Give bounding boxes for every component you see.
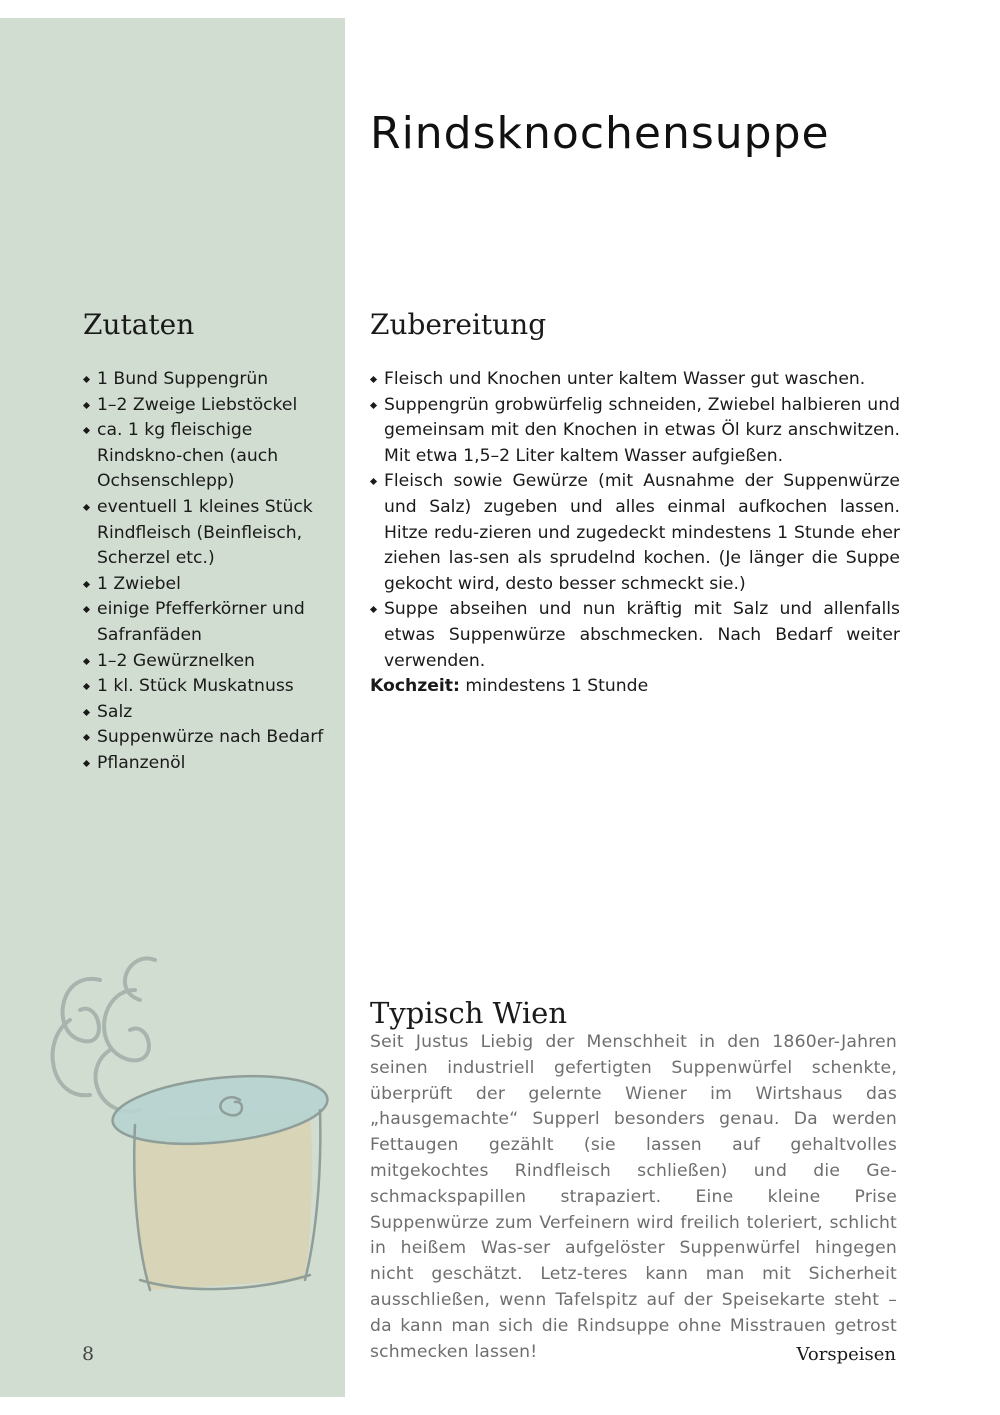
ingredients-heading: Zutaten <box>83 308 195 341</box>
ingredient-item: 1 Zwiebel <box>83 572 333 598</box>
ingredient-item: Suppenwürze nach Bedarf <box>83 725 333 751</box>
ingredient-item: eventuell 1 kleines Stück Rindfleisch (Beinfleisch, Scherzel etc.) <box>83 495 333 572</box>
ingredient-item: Salz <box>83 700 333 726</box>
preparation-steps <box>370 367 900 674</box>
page-number: 8 <box>82 1343 95 1365</box>
cook-time <box>370 674 648 700</box>
preparation-heading: Zubereitung <box>370 308 547 341</box>
soup-pot-illustration <box>40 950 340 1300</box>
preparation-step: Suppe abseihen und nun kräftig mit Salz und allenfalls etwas Suppenwürze abschmecken. Nach Bedarf weiter verwenden. <box>370 597 900 674</box>
preparation-step: Fleisch sowie Gewürze (mit Ausnahme der Suppenwürze und Salz) zugeben und alles einmal aufkochen lassen. Hitze redu-zieren und zugedeckt mindestens 1 Stunde eher ziehen las-sen als sprudelnd kochen. (Je länger die Suppe gekocht wird, desto besser schmeckt sie.) <box>370 469 900 597</box>
typical-text: Seit Justus Liebig der Menschheit in den 1860er-Jahren seinen industriell gefertigten Suppenwürfel schenkte, überprüft der gelernte Wiener im Wirtshaus das „hausgemachte“ Supperl besonders genau. Da werden Fettaugen gezählt (sie lassen auf gehaltvolles mitgekochtes Rindfleisch schließen) und die Ge-schmackspapillen strapaziert. Eine kleine Prise Suppenwürze zum Verfeinern wird freilich toleriert, schlicht in heißem Was-ser aufgelöster Suppenwürfel hingegen nicht geschätzt. Letz-teres kann man mit Sicherheit ausschließen, wenn Tafelspitz auf der Speisekarte steht – da kann man sich die Rindsuppe ohne Misstrauen getrost schmecken lassen! <box>370 1032 897 1362</box>
cook-time-label: Kochzeit: <box>370 676 460 696</box>
ingredient-item: 1–2 Zweige Liebstöckel <box>83 393 333 419</box>
cook-time-value: mindestens 1 Stunde <box>465 676 649 696</box>
ingredient-item: 1 kl. Stück Muskatnuss <box>83 674 333 700</box>
preparation-step: Fleisch und Knochen unter kaltem Wasser gut waschen. <box>370 367 900 393</box>
ingredient-item: 1–2 Gewürznelken <box>83 649 333 675</box>
preparation-step: Suppengrün grobwürfelig schneiden, Zwiebel halbieren und gemeinsam mit den Knochen in etwas Öl kurz anschwitzen. Mit etwa 1,5–2 Liter kaltem Wasser aufgießen. <box>370 393 900 470</box>
ingredient-item: einige Pfefferkörner und Safranfäden <box>83 597 333 648</box>
ingredients-list <box>83 367 333 777</box>
section-name: Vorspeisen <box>796 1344 896 1365</box>
typical-heading: Typisch Wien <box>370 996 567 1030</box>
ingredient-item: Pflanzenöl <box>83 751 333 777</box>
ingredient-item: ca. 1 kg fleischige Rindskno-chen (auch Ochsenschlepp) <box>83 418 333 495</box>
ingredient-item: 1 Bund Suppengrün <box>83 367 333 393</box>
recipe-title: Rindsknochensuppe <box>370 108 830 159</box>
